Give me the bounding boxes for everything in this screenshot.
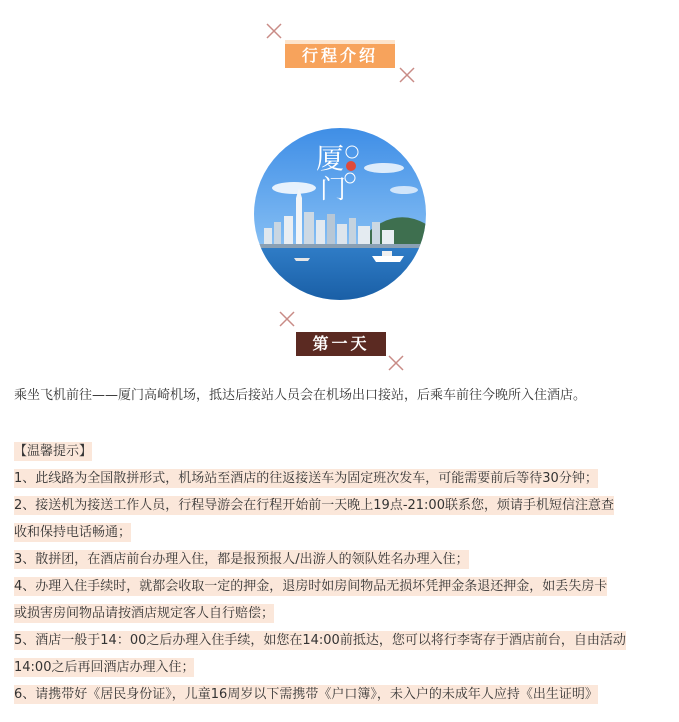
tip-item: 1、此线路为全国散拼形式，机场站至酒店的往返接送车为固定班次发车，可能需要前后等待30分钟； — [14, 471, 598, 486]
tips-list — [14, 438, 669, 708]
tip-item: 3、散拼团，在酒店前台办理入住，都是报预报人/出游人的领队姓名办理入住； — [14, 552, 469, 567]
tip-item: 5、酒店一般于14：00之后办理入住手续，如您在14:00前抵达，您可以将行李寄存于酒店前台，自由活动 — [14, 633, 626, 648]
hero-image-xiamen — [254, 128, 426, 300]
tip-item: 6、请携带好《居民身份证》，儿童16周岁以下需携带《户口簿》，未入户的未成年人应持《出生证明》 — [14, 687, 598, 702]
section-title-day1: 第一天 — [296, 332, 386, 356]
tip-item: 或损害房间物品请按酒店规定客人自行赔偿； — [14, 606, 275, 621]
tip-item: 4、办理入住手续时，就都会收取一定的押金，退房时如房间物品无损坏凭押金条退还押金，如丢失房卡 — [14, 579, 608, 594]
city-skyline-illustration — [254, 128, 426, 300]
day1-summary: 乘坐飞机前往——厦门高崎机场，抵达后接站人员会在机场出口接站，后乘车前往今晚所入住酒店。 — [14, 388, 587, 403]
tip-item: 14:00之后再回酒店办理入住； — [14, 660, 195, 675]
section-title-intro: 行程介绍 — [285, 44, 395, 68]
tips-header: 【温馨提示】 — [14, 444, 93, 459]
hero-city-char-2: 门 — [320, 175, 347, 205]
hero-city-char-1: 厦 — [316, 142, 345, 175]
cross-decoration-icon — [265, 22, 283, 40]
cross-decoration-icon — [398, 66, 416, 84]
tip-item: 收和保持电话畅通； — [14, 525, 132, 540]
cross-decoration-icon — [278, 310, 296, 328]
tip-item: 2、接送机为接送工作人员，行程导游会在行程开始前一天晚上19点-21:00联系您，烦请手机短信注意查 — [14, 498, 614, 513]
cross-decoration-icon — [387, 354, 405, 372]
